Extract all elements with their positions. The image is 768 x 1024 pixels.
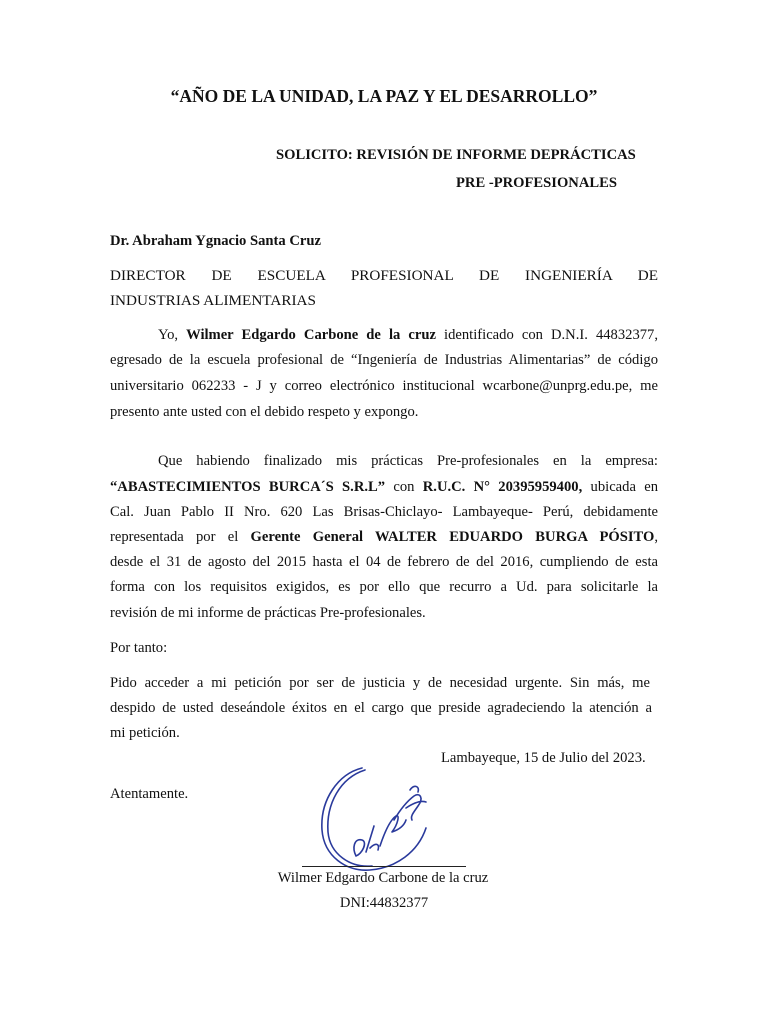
paragraph-3-line-1: Pido acceder a mi petición por ser de justicia y de necesidad urgente. Sin más, me <box>110 675 650 691</box>
por-tanto: Por tanto: <box>110 640 168 656</box>
paragraph-2-line-6: forma con los requisitos exigidos, es por ello que recurro a Ud. para solicitarle la <box>110 579 658 595</box>
paragraph-2-line-3: Cal. Juan Pablo II Nro. 620 Las Brisas-Chiclayo- Lambayeque- Perú, debidamente <box>110 504 658 520</box>
paragraph-3-line-3: mi petición. <box>110 725 180 741</box>
paragraph-1-line-1: Yo, Wilmer Edgardo Carbone de la cruz identificado con D.N.I. 44832377, <box>158 327 658 343</box>
paragraph-2-line-4: representada por el Gerente General WALTER EDUARDO BURGA PÓSITO, <box>110 529 658 545</box>
addressee-name: Dr. Abraham Ygnacio Santa Cruz <box>110 233 321 249</box>
signature-ink <box>322 768 426 870</box>
addressee-role-line-1: DIRECTOR DE ESCUELA PROFESIONAL DE INGENIERÍA DE <box>110 267 658 284</box>
paragraph-1-line-2: egresado de la escuela profesional de “Ingeniería de Industrias Alimentarias” de código <box>110 352 658 368</box>
company-name: “ABASTECIMIENTOS BURCA´S S.R.L” <box>110 479 386 495</box>
place-date: Lambayeque, 15 de Julio del 2023. <box>441 750 646 766</box>
closing-regards: Atentamente. <box>110 786 189 802</box>
subject-line-1: SOLICITO: REVISIÓN DE INFORME DEPRÁCTICAS <box>276 147 636 163</box>
paragraph-1-line-4: presento ante usted con el debido respeto y expongo. <box>110 404 419 420</box>
handwritten-signature <box>310 760 440 880</box>
signature-line <box>302 866 466 867</box>
signer-dni: DNI:44832377 <box>339 895 429 911</box>
page-title: “AÑO DE LA UNIDAD, LA PAZ Y EL DESARROLLO” <box>170 86 598 106</box>
paragraph-2-line-7: revisión de mi informe de prácticas Pre-profesionales. <box>110 605 426 621</box>
paragraph-2-line-2: “ABASTECIMIENTOS BURCA´S S.R.L” con R.U.C. N° 20395959400, ubicada en <box>110 479 659 495</box>
paragraph-2-line-5: desde el 31 de agosto del 2015 hasta el 04 de febrero de del 2016, cumpliendo de esta <box>110 554 658 570</box>
signer-name: Wilmer Edgardo Carbone de la cruz <box>277 870 489 886</box>
subject-line-2: PRE -PROFESIONALES <box>456 175 617 191</box>
manager-name: Gerente General WALTER EDUARDO BURGA PÓSITO <box>250 529 655 545</box>
paragraph-3-line-2: despido de usted deseándole éxitos en el cargo que preside agradeciendo la atención a <box>110 700 652 716</box>
company-ruc: R.U.C. N° 20395959400, <box>422 479 583 495</box>
addressee-role-line-2: INDUSTRIAS ALIMENTARIAS <box>110 292 316 309</box>
paragraph-1-line-3: universitario 062233 - J y correo electrónico institucional wcarbone@unprg.edu.pe, me <box>110 378 658 394</box>
paragraph-2-line-1: Que habiendo finalizado mis prácticas Pre-profesionales en la empresa: <box>158 453 658 469</box>
applicant-name: Wilmer Edgardo Carbone de la cruz <box>186 327 436 343</box>
